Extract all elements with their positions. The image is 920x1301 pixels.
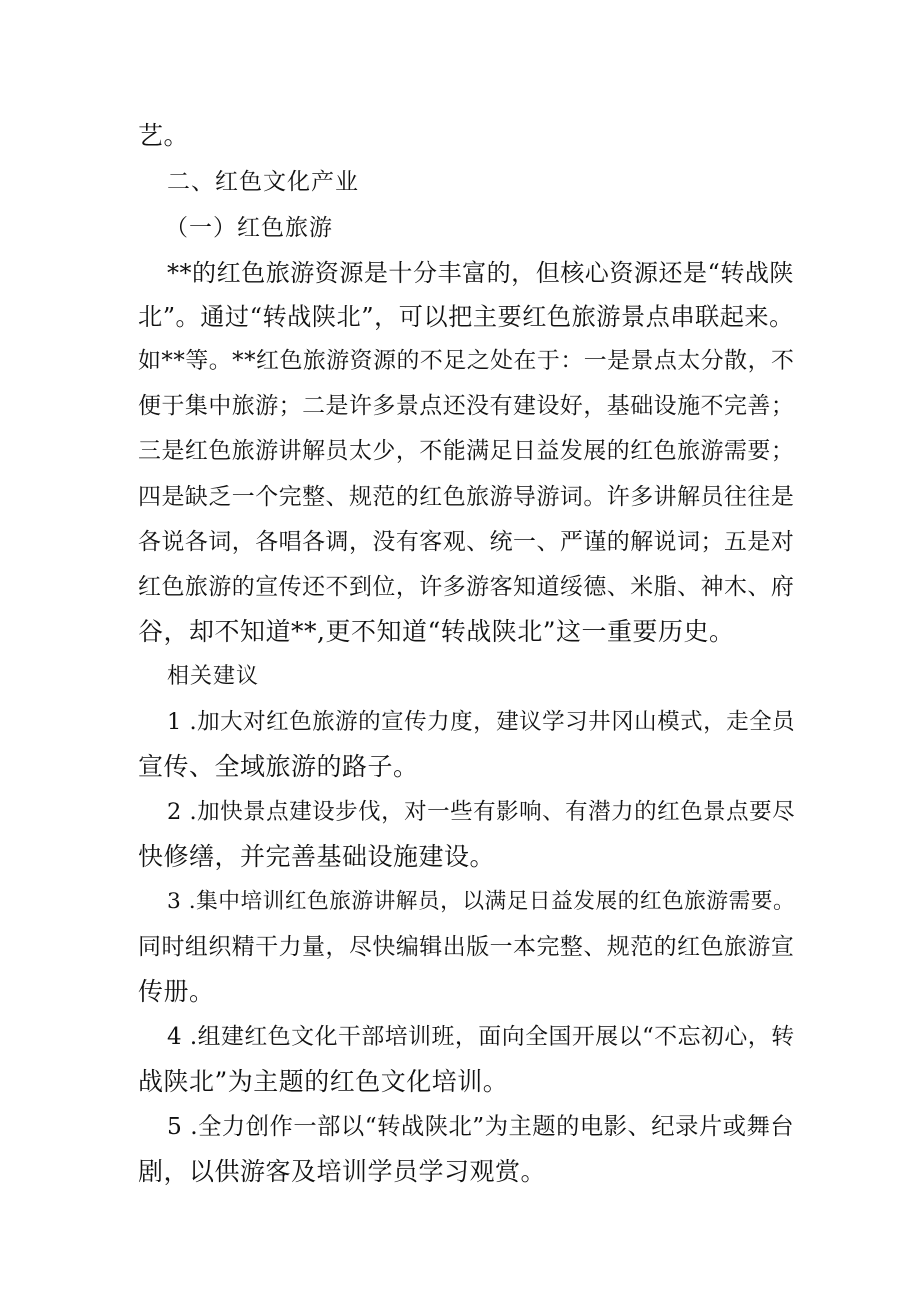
text-line: 快修缮，并完善基础设施建设。 (138, 842, 496, 871)
subsection-heading: （一）红色旅游 (165, 215, 333, 241)
list-item: 2 .加快景点建设步伐，对一些有影响、有潜力的红色景点要尽 (167, 799, 796, 825)
subsection-heading: 相关建议 (167, 664, 260, 689)
list-item: 3 .集中培训红色旅游讲解员，以满足日益发展的红色旅游需要。 (167, 889, 796, 914)
text-line: **的红色旅游资源是十分丰富的，但核心资源还是“转战陕 (167, 259, 794, 287)
text-line: 便于集中旅游；二是许多景点还没有建设好，基础设施不完善； (138, 393, 795, 419)
text-line: 四是缺乏一个完整、规范的红色旅游导游词。许多讲解员往往是 (138, 484, 795, 510)
list-item: 5 .全力创作一部以“转战陕北”为主题的电影、纪录片或舞台 (167, 1113, 795, 1140)
text-line: 红色旅游的宣传还不到位，许多游客知道绥德、米脂、神木、府 (138, 574, 795, 600)
text-line: 如**等。**红色旅游资源的不足之处在于：一是景点太分散，不 (138, 348, 795, 374)
text-line: 传册。 (138, 977, 215, 1006)
text-line: 宣传、全域旅游的路子。 (138, 752, 419, 781)
text-line: 三是红色旅游讲解员太少，不能满足日益发展的红色旅游需要； (138, 438, 795, 464)
text-line: 艺。 (138, 121, 190, 150)
text-line: 谷，却不知道**,更不知道“转战陕北”这一重要历史。 (138, 617, 735, 646)
list-item: 4 .组建红色文化干部培训班，面向全国开展以“不忘初心，转 (167, 1024, 795, 1050)
text-line: 同时组织精干力量，尽快编辑出版一本完整、规范的红色旅游宣 (138, 934, 795, 960)
text-line: 各说各词，各唱各调，没有客观、统一、严谨的解说词；五是对 (138, 529, 795, 555)
text-line: 北”。通过“转战陕北”，可以把主要红色旅游景点串联起来。 (138, 303, 794, 331)
text-line: 战陕北”为主题的红色文化培训。 (138, 1067, 509, 1096)
list-item: 1 .加大对红色旅游的宣传力度，建议学习井冈山模式，走全员 (167, 709, 796, 735)
section-heading: 二、红色文化产业 (167, 169, 359, 195)
text-line: 剧，以供游客及培训学员学习观赏。 (138, 1157, 547, 1186)
